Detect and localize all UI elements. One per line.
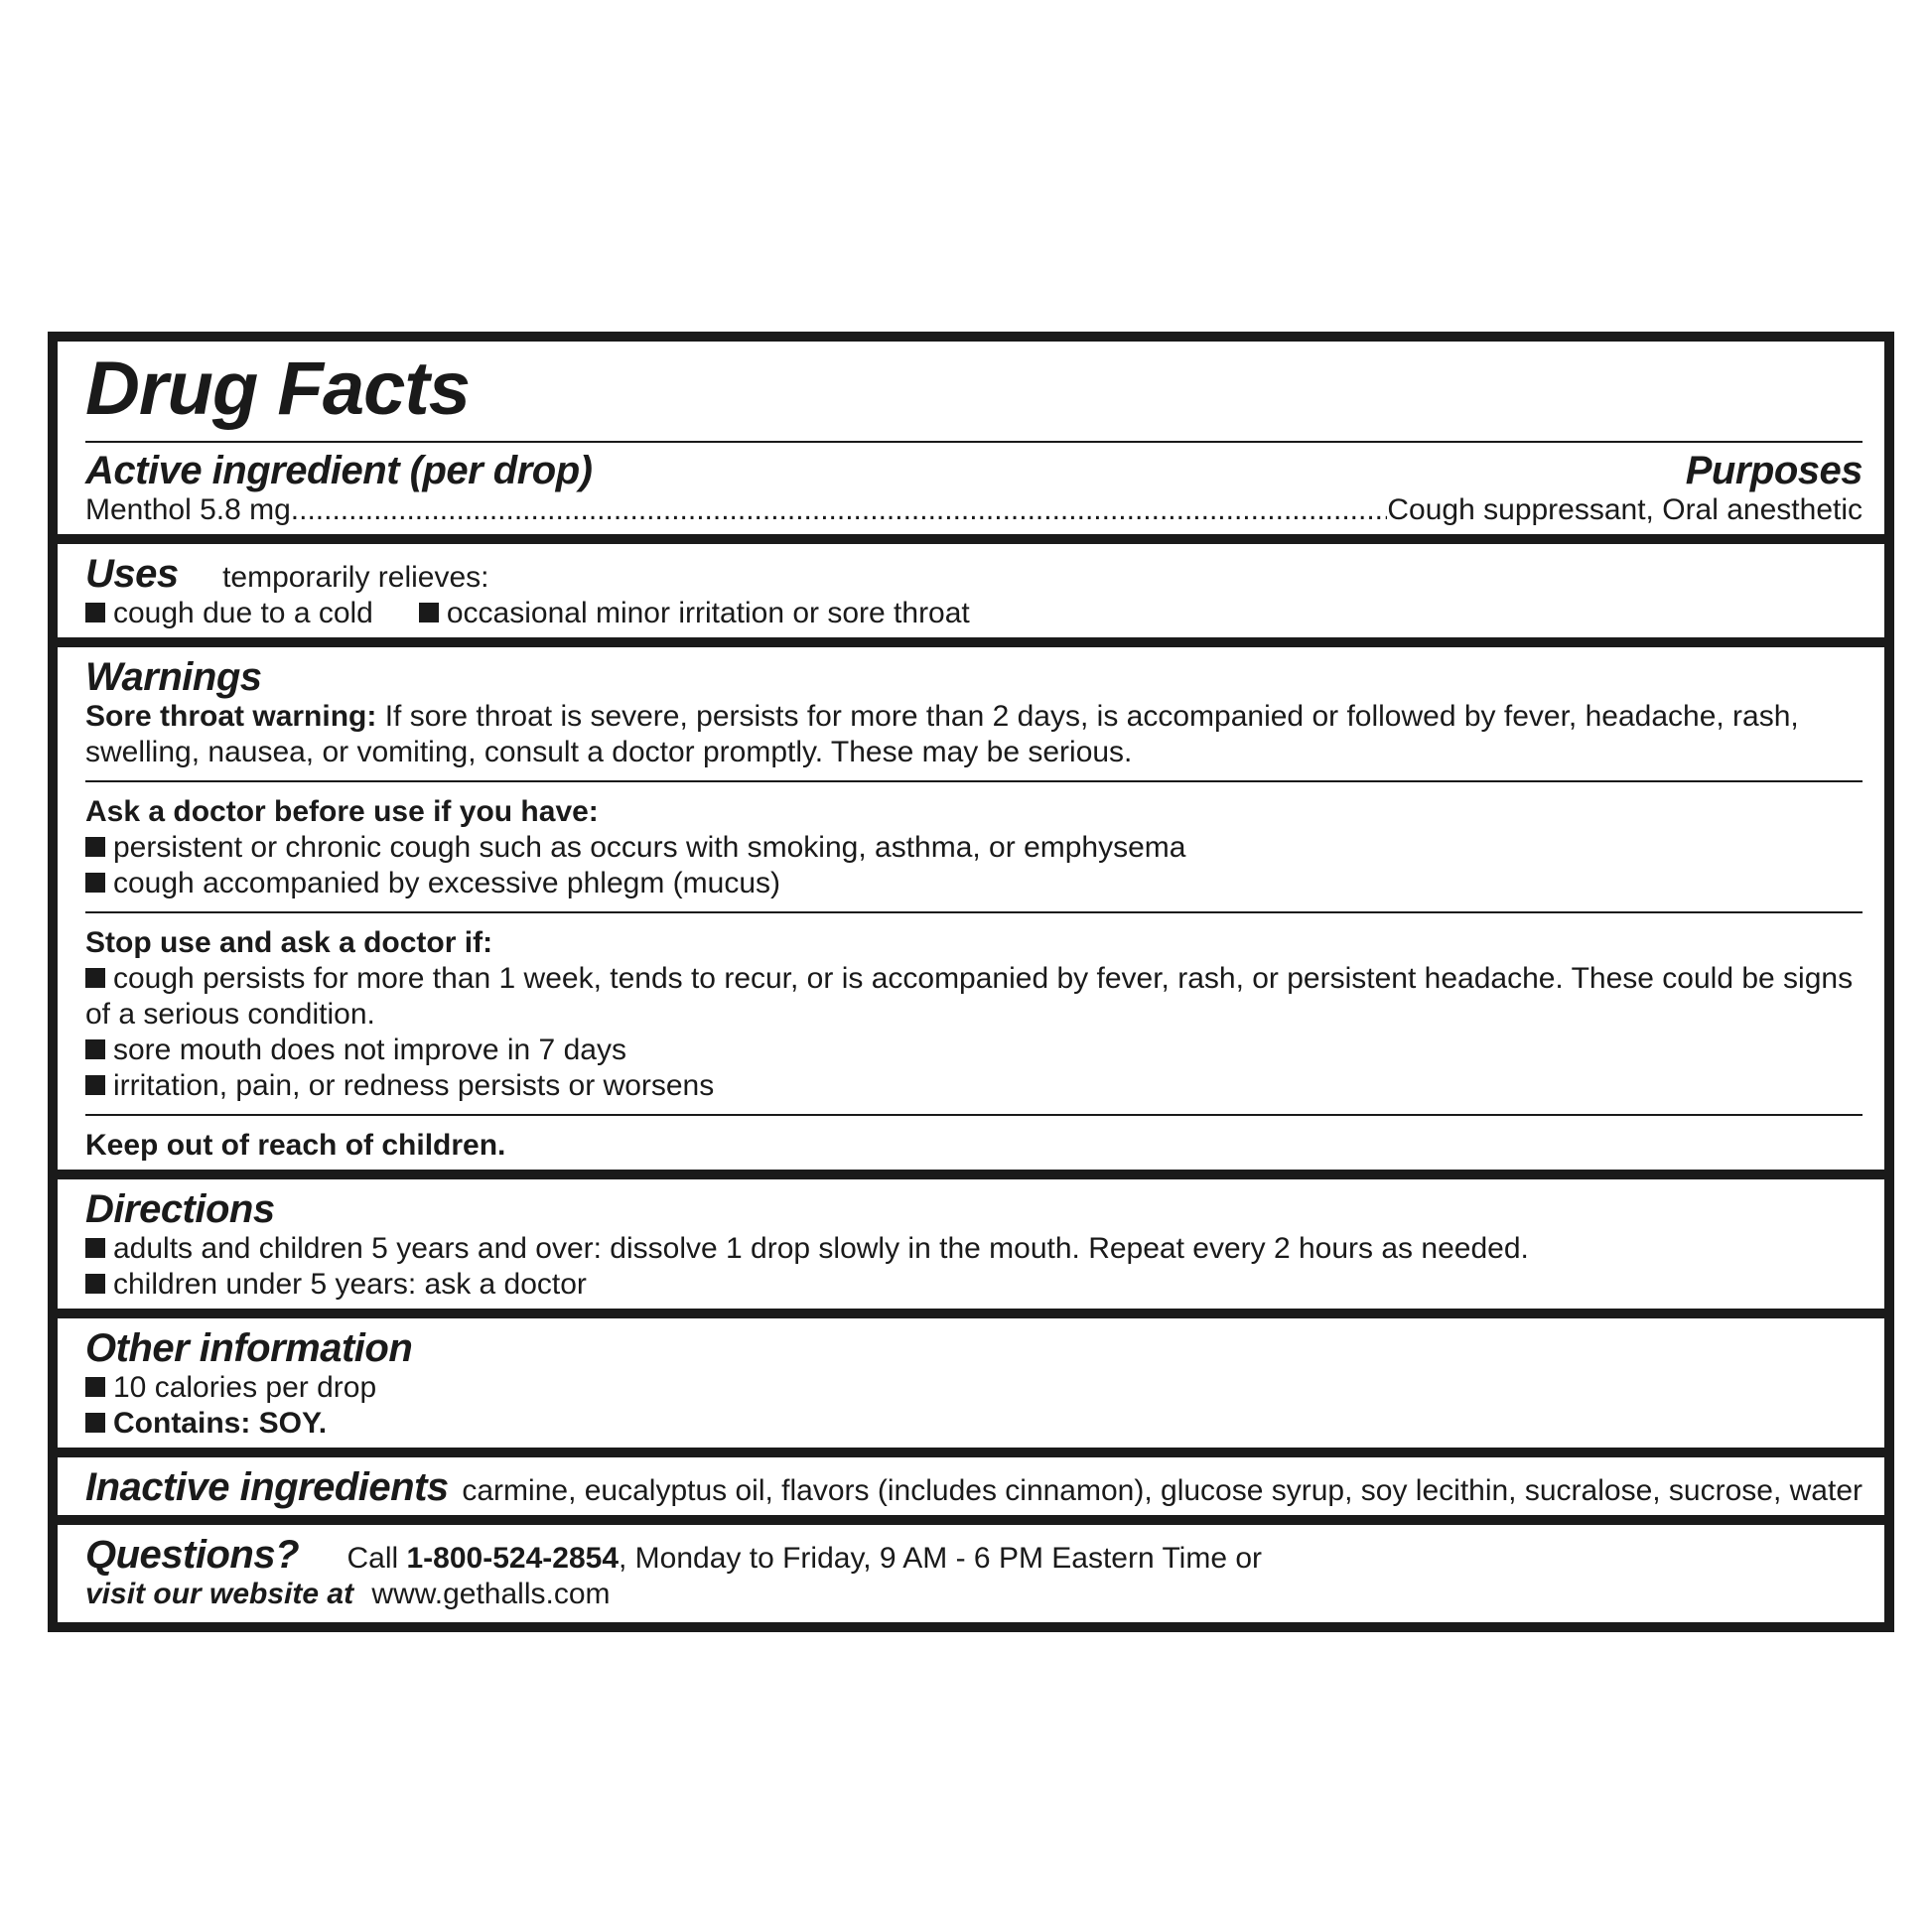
visit-label: visit our website at [85,1578,354,1610]
active-ingredient-section [58,342,1884,534]
divider [85,911,1863,913]
sore-throat-text: If sore throat is severe, persists for more than 2 days, is accompanied or followed by fever, headache, rash, swelling, nausea, or vomiting, consult a doctor promptly. These may be serious. [85,700,1799,768]
sore-throat-warning [85,699,1863,770]
stop-use-item: sore mouth does not improve in 7 days [113,1034,626,1066]
warnings-heading: Warnings [85,655,262,699]
other-item: 10 calories per drop [113,1371,377,1404]
ask-doctor-heading: Ask a doctor before use if you have: [85,795,599,828]
list-item [85,1231,1863,1267]
divider [85,780,1863,782]
contains-soy: Contains: SOY. [113,1407,328,1440]
questions-call [346,1542,1262,1575]
hours-text: , Monday to Friday, 9 AM - 6 PM Eastern Time or [619,1542,1263,1575]
list-item [85,1068,1863,1104]
sore-throat-label: Sore throat warning: [85,700,377,733]
leader-dots [291,492,1388,528]
questions-heading: Questions? [85,1533,300,1577]
stop-use-item: cough persists for more than 1 week, tends to recur, or is accompanied by fever, rash, or persistent headache. These could be signs of a serious condition. [85,962,1854,1031]
list-item [85,1267,1863,1303]
directions-heading: Directions [85,1187,275,1231]
list-item [85,1033,1863,1068]
directions-item: children under 5 years: ask a doctor [113,1268,587,1301]
ingredient-name: Menthol 5.8 mg [85,493,291,526]
directions-section [58,1170,1884,1309]
drug-facts-title: Drug Facts [85,351,1863,443]
bullet-icon [85,1274,105,1294]
other-information-section [58,1309,1884,1448]
bullet-icon [85,1075,105,1095]
inactive-ingredients-text: carmine, eucalyptus oil, flavors (includes cinnamon), glucose syrup, soy lecithin, sucralose, sucrose, water [462,1474,1863,1507]
drug-facts-panel [48,332,1894,1632]
bullet-icon [85,873,105,893]
bullet-icon [85,1039,105,1059]
warnings-section [58,637,1884,1170]
other-information-heading: Other information [85,1326,413,1370]
uses-list [85,596,1863,631]
active-header-row [85,449,1863,492]
list-item [85,830,1863,866]
directions-item: adults and children 5 years and over: dissolve 1 drop slowly in the mouth. Repeat every 2 hours as needed. [113,1232,1529,1265]
keep-out-of-reach: Keep out of reach of children. [85,1129,506,1162]
inactive-ingredients-heading: Inactive ingredients [85,1465,449,1509]
list-item [85,1370,1863,1406]
bullet-icon [85,837,105,857]
bullet-icon [419,603,439,622]
bullet-icon [85,603,105,622]
uses-heading: Uses [85,552,179,596]
stop-use-heading: Stop use and ask a doctor if: [85,926,493,959]
uses-item: cough due to a cold [113,597,373,629]
bullet-icon [85,1238,105,1258]
inactive-ingredients-section [58,1448,1884,1515]
uses-intro: temporarily relieves: [222,561,489,594]
uses-item: occasional minor irritation or sore throat [446,597,970,629]
divider [85,1114,1863,1116]
list-item [85,866,1863,901]
ask-doctor-item: persistent or chronic cough such as occurs with smoking, asthma, or emphysema [113,831,1186,864]
stop-use-item: irritation, pain, or redness persists or worsens [113,1069,715,1102]
inactive-row [85,1465,1863,1509]
bullet-icon [85,1413,105,1433]
uses-section [58,534,1884,637]
ask-doctor-item: cough accompanied by excessive phlegm (mucus) [113,867,780,899]
purposes-heading: Purposes [1685,449,1863,492]
website-link[interactable]: www.gethalls.com [371,1578,611,1610]
call-label: Call [346,1542,407,1575]
list-item [85,1406,1863,1442]
list-item [85,961,1863,1033]
ingredient-purpose: Cough suppressant, Oral anesthetic [1387,493,1863,526]
active-ingredient-row [85,492,1863,528]
questions-section [58,1515,1884,1622]
bullet-icon [85,968,105,988]
bullet-icon [85,1377,105,1397]
phone-number: 1-800-524-2854 [406,1542,620,1575]
active-ingredient-heading: Active ingredient (per drop) [85,449,593,492]
